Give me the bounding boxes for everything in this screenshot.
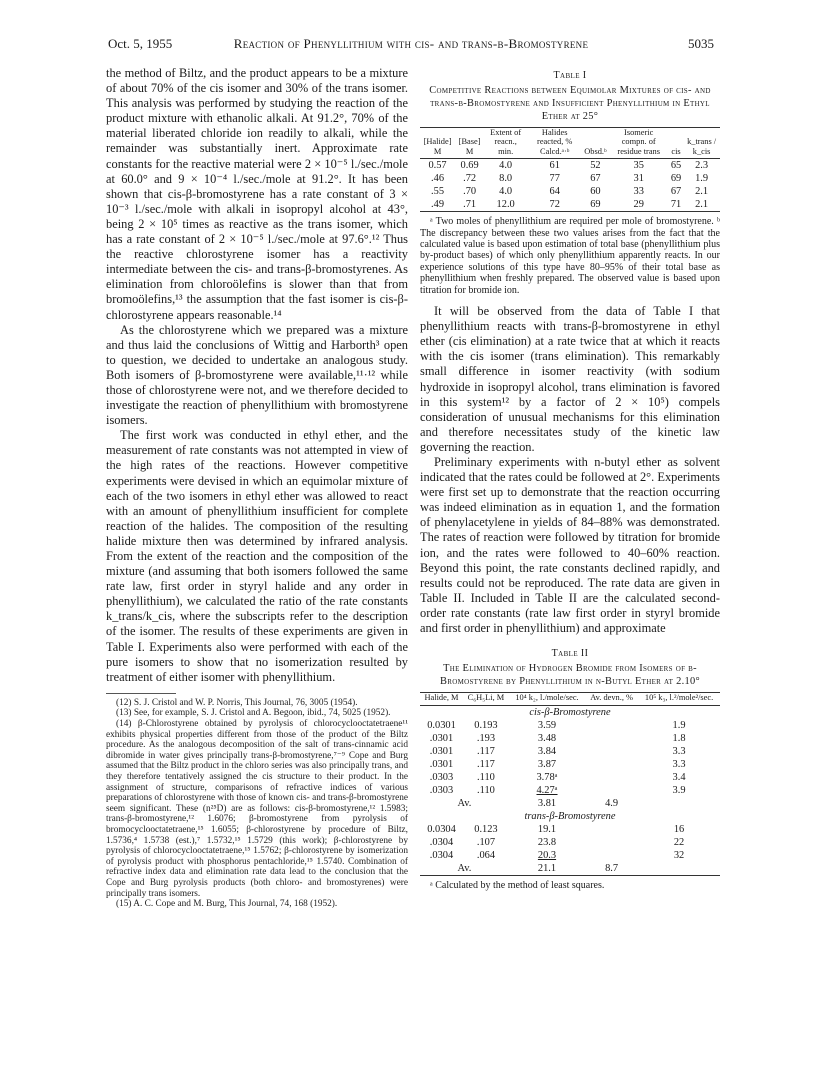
table-row <box>420 849 720 862</box>
table-cell: 4.0 <box>499 186 513 198</box>
table-cell <box>585 784 638 797</box>
table-header: 10⁴ k₂, l./mole/sec. <box>509 693 585 705</box>
table-cell: .70 <box>463 186 477 198</box>
section-label: cis-β-Bromostyrene <box>529 706 611 718</box>
table-header: cis <box>669 128 683 159</box>
table-row <box>420 719 720 732</box>
table-cell <box>585 758 638 771</box>
table-row <box>420 172 720 185</box>
table-cell <box>585 732 638 745</box>
table1-caption: Table I <box>553 70 587 81</box>
table-cell: 8.0 <box>499 173 513 185</box>
average-row <box>420 797 720 810</box>
table-header: Halides reacted, % Calcd.ᵃ·ᵇ <box>527 128 582 159</box>
table-row <box>420 745 720 758</box>
table-cell: .0304 <box>429 836 454 848</box>
table-cell: 3.48 <box>537 732 557 744</box>
table-row <box>420 784 720 797</box>
table-cell: .117 <box>477 745 495 757</box>
table-cell: 3.3 <box>672 745 686 757</box>
table-cell: 2.3 <box>695 160 709 172</box>
table2-title: The Elimination of Hydrogen Bromide from Isomers of β-Bromostyrene by Phenyllithium in n-Butyl Ether at 2.10° <box>440 663 700 688</box>
paragraph: The first work was conducted in ethyl ether, and the measurement of rate constants was not attempted in view of the high rates of the reactions. However competitive experiments were devised in which an equimolar mixture of each of the two isomers in ethyl ether was allowed to react with an amount of phenyllithium insufficient for complete reaction of the halides. The composition of the resulting halide mixture then was determined by infrared analysis. From the extent of the reaction and the composition of the mixture (and assuming that both isomers followed the same rate law, first order in styryl halide and any order in phenyllithium), we calculated the ratio of the rate constants k_trans/k_cis, where the subscripts refer to the description of the isomer. The results of these experiments are given in Table I. Experiments also were performed with each of the pure isomers to show that no isomerization resulted by treatment of either isomer with phenyllithium. <box>106 428 408 684</box>
table-cell: .0301 <box>429 758 454 770</box>
table-cell: 71 <box>670 199 682 211</box>
table-cell: .0303 <box>429 771 454 783</box>
table-cell <box>585 823 638 836</box>
table-header: Obsd.ᵇ <box>582 128 608 159</box>
table-row <box>420 159 720 173</box>
table-cell: 35 <box>633 160 644 172</box>
table-cell <box>585 719 638 732</box>
table-cell: 3.78ᵃ <box>536 771 558 783</box>
table-cell: 4.0 <box>499 160 513 172</box>
header-title: Reaction of Phenyllithium with cis- and trans-β-Bromostyrene <box>233 36 589 51</box>
table-cell: 65 <box>670 160 682 172</box>
table-cell: 52 <box>590 160 601 172</box>
table-cell: .0304 <box>429 849 454 861</box>
table-cell: 2.1 <box>683 198 720 212</box>
table-cell: 3.59 <box>537 719 557 731</box>
table-row <box>420 771 720 784</box>
table-cell: 77 <box>549 173 560 185</box>
left-column <box>106 66 408 910</box>
table-cell: 22 <box>673 836 685 848</box>
table-cell: 20.3 <box>537 849 557 861</box>
table-row <box>420 198 720 212</box>
table-header: [Base] M <box>455 128 484 159</box>
paragraph: It will be observed from the data of Table I that phenyllithium reacts with trans-β-bromostyrene in ethyl ether (cis elimination) at a rate twice that at which it reacts with the cis isomer (trans elimination). This remarkably small difference in isomer reactivity (with sodium hydroxide in isopropyl alcohol, trans elimination is favored in this system¹² by a factor of 2 × 10⁵) compels consideration of unusual mechanisms for this elimination and therefore necessitates study of the kinetic law governing the reaction. <box>420 304 720 454</box>
table-header: Extent of reacn., min. <box>484 128 527 159</box>
table-cell: 2.1 <box>695 186 709 198</box>
average-label: Av. <box>457 797 472 809</box>
table-row <box>420 185 720 198</box>
table-cell: 0.123 <box>474 823 498 835</box>
table-cell: 4.27ᵃ <box>536 784 558 796</box>
average-devn: 4.9 <box>605 797 619 809</box>
table-cell: .49 <box>420 198 455 212</box>
table-cell: 3.4 <box>672 771 686 783</box>
table2-body <box>420 705 720 875</box>
table-cell: .0303 <box>429 784 454 796</box>
table-header: [Halide] M <box>420 128 455 159</box>
table-header: 10⁵ k₃, l.²/mole²/sec. <box>638 693 720 705</box>
table-cell: .193 <box>476 732 496 744</box>
table2-caption: Table II <box>551 648 589 660</box>
table-cell: 16 <box>673 823 685 835</box>
average-devn: 8.7 <box>585 862 638 876</box>
table-cell <box>585 771 638 784</box>
table-cell: 1.9 <box>695 173 709 185</box>
table-cell: 0.0304 <box>427 823 456 835</box>
table1 <box>420 127 720 212</box>
table-cell: 3.87 <box>537 758 557 770</box>
table-cell: .72 <box>463 173 477 185</box>
table-cell: 32 <box>673 849 685 861</box>
table-row <box>420 732 720 745</box>
table-cell: 31 <box>633 173 644 185</box>
table-cell: .0301 <box>429 745 454 757</box>
table-cell <box>638 862 720 876</box>
paragraph: Preliminary experiments with n-butyl ether as solvent indicated that the rates could be followed at 2°. Experiments were first set up to demonstrate that the reaction occurring was indeed elimination as in equation 1, and the formation of phenylacetylene in yields of 84–88% was demonstrated. The rates of reaction were followed by titration for bromide ion, and the rates were followed to 40–60% reaction. Beyond this point, the rate constants declined rapidly, and results could not be reproduced. The rate data are given in Table II. Included in Table II are the calculated second-order rate constants (rate law first order in styryl bromide and first order in phenyllithium) and approximate <box>420 455 720 636</box>
footnote: (12) S. J. Cristol and W. P. Norris, This Journal, 76, 3005 (1954). <box>116 697 358 708</box>
table-cell: 60 <box>590 186 601 198</box>
table-cell: 12.0 <box>484 198 527 212</box>
table-cell: 69 <box>670 173 682 185</box>
paragraph: As the chlorostyrene which we prepared was a mixture and thus laid the conclusions of Wittig and Harborth³ open to question, we decided to undertake an analogous study. Both isomers of β-bromostyrene were available,¹¹·¹² while those of chlorostyrene were not, and we therefore decided to investigate the reaction of phenyllithium with bromostyrene isomers. <box>106 322 408 428</box>
average-k2: 21.1 <box>509 862 585 876</box>
table-cell: .110 <box>477 771 495 783</box>
table-cell: 0.69 <box>460 160 479 172</box>
table-cell <box>638 797 720 810</box>
table-cell: .117 <box>477 758 495 770</box>
table-cell: .71 <box>455 198 484 212</box>
table-cell: 67 <box>590 173 601 185</box>
table2-note: ᵃ Calculated by the method of least squares. <box>430 879 605 891</box>
table-cell: .110 <box>477 784 495 796</box>
table1-body <box>420 159 720 212</box>
table-cell: 0.57 <box>428 160 447 172</box>
section-row <box>420 810 720 823</box>
table-cell: 67 <box>670 186 682 198</box>
paragraph: the method of Biltz, and the product appears to be a mixture of about 70% of the cis isomer and 30% of the trans isomer. This analysis was performed by studying the reaction of the product mixture with ethanolic alkali. At 91.2°, 70% of the material liberated chloride ion readily to alkali, while the remainder was substantially inert. Approximate rate constants for the reactive material were 2 × 10⁻⁵ l./sec./mole at 60.0° and 9 × 10⁻⁴ l./sec./mole at 91.2°. It has been shown that cis-β-bromostyrene has a rate constant of 3 × 10⁻³ l./sec./mole with alkali in isopropyl alcohol at 43°, being 2 × 10⁵ times as reactive as the trans isomer, which has a rate constant of 2 × 10⁻⁵ l./sec./mole at 97.6°.¹² Thus the reactive chlorostyrene isomer has a reactivity intermediate between the cis- and trans-β-bromostyrenes. As elimination from chloroölefins is slower than that from bromoölefins,¹³ the assumption that the fast isomer is cis-β-chlorostyrene appears reasonable.¹⁴ <box>106 66 408 322</box>
table-cell: 33 <box>633 186 644 198</box>
table-cell: 3.9 <box>672 784 686 796</box>
footnote: (14) β-Chlorostyrene obtained by pyrolysis of chlorocyclooctatetraene¹¹ exhibits physical properties different from those of the product of the Biltz procedure. As the analogous decomposition of the salt of trans-cinnamic acid dibromide in water gives principally trans-β-bromostyrene,⁷⁻⁹ Cope and Burg assumed that the Biltz product in the chloro series was also principally trans, and they therefore tentatively assigned the cis structure to their product. In the assignment of structure, comparisons of refractive indices of various preparations of chlorostyrene with those of known cis- and trans-β-bromostyrene seem significant. These (n²⁵D) are as follows: cis-β-bromostyrene,¹² 1.5983; trans-β-bromostyrene,¹² 1.6076; β-bromostyrene from pyrolysis of bromocyclooctatetraene,¹⁵ 1.6055; β-chlorostyrene by procedure of Biltz, 1.5736,⁴ 1.5738 (est.),⁷ 1.5732,¹⁵ 1.5729 (this work); β-chlorostyrene by pyrolysis of chlorocyclooctatetraene,¹⁵ 1.5762; β-chlorostyrene by isomerization of pyrolysis product with phosphorus pentachloride,¹⁵ 1.5740. Combination of refractive index data and elimination rate data lead to the conclusion that the Cope and Burg pyrolysis products (both chloro- and bromostyrenes) were principally trans isomers. <box>106 719 408 899</box>
table-cell: .46 <box>431 173 445 185</box>
table-cell: .0301 <box>429 732 454 744</box>
table-header: Av. devn., % <box>585 693 638 705</box>
header-date: Oct. 5, 1955 <box>108 36 173 51</box>
table1-title: Competitive Reactions between Equimolar Mixtures of cis- and trans-β-Bromostyrene and Insufficient Phenyllithium in Ethyl Ether at 25° <box>429 85 711 122</box>
table-header: C₆H₅Li, M <box>463 693 509 705</box>
footnote-divider <box>106 693 176 694</box>
table-cell <box>585 745 638 758</box>
table-cell: 19.1 <box>537 823 557 835</box>
average-label: Av. <box>420 862 509 876</box>
table-row <box>420 823 720 836</box>
table-cell: 0.0301 <box>427 719 456 731</box>
section-row <box>420 705 720 719</box>
table-cell: .064 <box>476 849 496 861</box>
table-header: Isomeric compn. of residue trans <box>609 128 669 159</box>
table-row <box>420 758 720 771</box>
table-cell: 0.193 <box>474 719 498 731</box>
table-cell: 72 <box>527 198 582 212</box>
table-cell: 29 <box>609 198 669 212</box>
average-row <box>420 862 720 876</box>
table-cell: 64 <box>549 186 560 198</box>
table-header: Halide, M <box>420 693 463 705</box>
table-cell: 1.8 <box>672 732 686 744</box>
table-cell <box>585 836 638 849</box>
table-cell: .55 <box>431 186 445 198</box>
average-k2: 3.81 <box>537 797 557 809</box>
right-column <box>420 66 720 891</box>
table1-note: ᵃ Two moles of phenyllithium are required per mole of bromostyrene. ᵇ The discrepancy between these two values arises from the fact that the calculated value is based upon estimation of total base (phenyllithium plus by-product bases) of which only phenyllithium apparently reacts. In our experience solutions of this type have 80–95% of their total base as phenyllithium when freshly prepared. The observed value is based upon titration for bromide ion. <box>420 216 720 296</box>
table-cell: .107 <box>476 836 496 848</box>
table-cell: 61 <box>549 160 560 172</box>
table-cell: 1.9 <box>672 719 686 731</box>
page-number: 5035 <box>688 36 714 51</box>
table-cell: 3.3 <box>672 758 686 770</box>
table-header: k_trans / k_cis <box>683 128 720 159</box>
footnote: (15) A. C. Cope and M. Burg, This Journal, 74, 168 (1952). <box>116 899 338 910</box>
running-header <box>108 36 714 56</box>
table2 <box>420 692 720 875</box>
table-row <box>420 836 720 849</box>
table-cell: 23.8 <box>537 836 557 848</box>
table-cell: 3.84 <box>537 745 557 757</box>
table-cell: 69 <box>582 198 608 212</box>
section-label: trans-β-Bromostyrene <box>524 810 616 822</box>
footnote: (13) See, for example, S. J. Cristol and A. Begoon, ibid., 74, 5025 (1952). <box>116 708 391 719</box>
table-cell <box>585 849 638 862</box>
